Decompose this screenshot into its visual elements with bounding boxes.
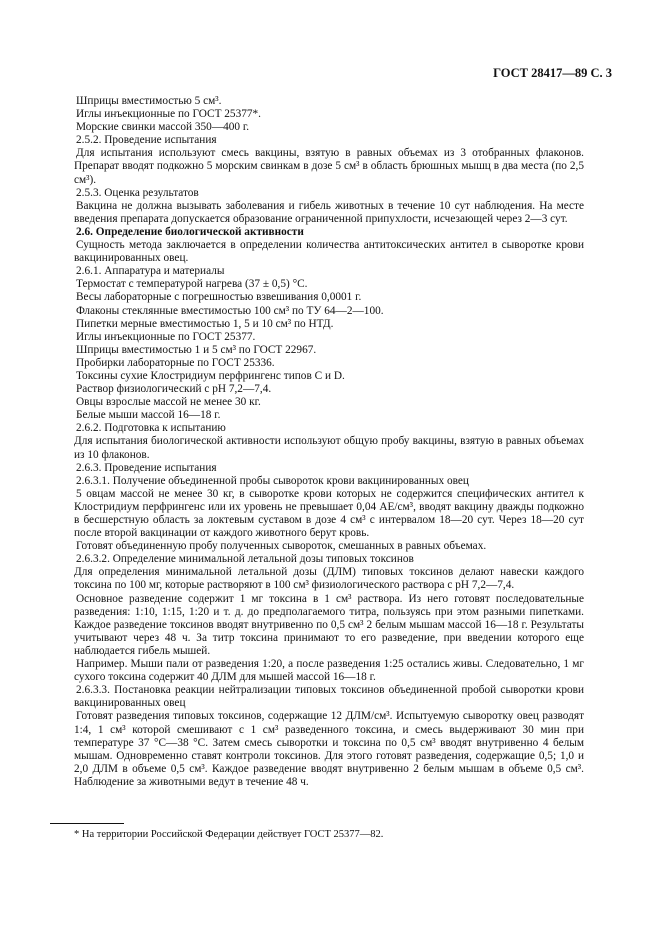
paragraph: Сущность метода заключается в определении количества антитоксических антител в сыворотке крови вакцинированных овец. [74, 239, 584, 265]
paragraph: 2.6.3.1. Получение объединенной пробы сывороток крови вакцинированных овец [76, 474, 469, 487]
paragraph: Например. Мыши пали от разведения 1:20, а после разведения 1:25 остались живы. Следовательно, 1 мг сухого токсина содержит 40 ДЛМ для мышей массой 16—18 г. [74, 658, 584, 684]
paragraph: Для испытания биологической активности используют общую пробу вакцины, взятую в равных объемах из 10 флаконов. [74, 435, 584, 461]
footnote: * На территории Российской Федерации действует ГОСТ 25377—82. [74, 829, 384, 840]
paragraph: Флаконы стеклянные вместимостью 100 см³ по ТУ 64—2—100. [76, 304, 384, 317]
paragraph: 2.6.2. Подготовка к испытанию [76, 422, 226, 435]
page-header: ГОСТ 28417—89 С. 3 [493, 66, 612, 80]
paragraph: 2.6.3. Проведение испытания [76, 461, 217, 474]
paragraph: 2.6.1. Аппаратура и материалы [76, 265, 225, 278]
paragraph: Для испытания используют смесь вакцины, взятую в равных объемах из 3 отобранных флаконов. Препарат вводят подкожно 5 морским свинкам в дозе 5 см³ в область брюшных мышц в два места (по 2,5 см³). [74, 147, 584, 186]
paragraph: Пробирки лабораторные по ГОСТ 25336. [76, 356, 275, 369]
paragraph: Пипетки мерные вместимостью 1, 5 и 10 см³ по НТД. [76, 317, 334, 330]
paragraph: Основное разведение содержит 1 мг токсина в 1 см³ раствора. Из него готовят последовательные разведения: 1:10, 1:15, 1:20 и т. д. до предполагаемого титра, пользуясь при этом разными пипетками. Каждое разведение токсинов вводят внутривенно по 0,5 см³ 2 белым мышам массой 16—18 г. Результаты учитывают через 48 ч. За титр токсина принимают то его разведение, при введении которого еще наблюдается гибель мышей. [74, 592, 584, 657]
paragraph: Шприцы вместимостью 5 см³. [76, 95, 222, 107]
paragraph: Иглы инъекционные по ГОСТ 25377*. [76, 108, 262, 121]
footnote-divider [50, 823, 124, 824]
paragraph: Овцы взрослые массой не менее 30 кг. [76, 396, 261, 409]
paragraph: Токсины сухие Клостридиум перфрингенс типов С и D. [76, 369, 345, 382]
paragraph: Готовят разведения типовых токсинов, содержащие 12 ДЛМ/см³. Испытуемую сыворотку овец разводят 1:4, 1 см³ которой смешивают с 1 см³ разведенного токсина, и смесь выдерживают 30 мин при температуре 37 °С—38 °С. Затем смесь сыворотки и токсина по 0,5 см³ вводят внутривенно 4 белым мышам. Одновременно ставят контроли токсинов. Для этого готовят разведения, содержащие 0,5; 1,0 и 2,0 ДЛМ в объеме 0,5 см³. Каждое разведение вводят внутривенно 2 белым мышам в объеме 0,5 см³. Наблюдение за животными ведут в течение 48 ч. [74, 710, 584, 788]
paragraph: 2.6.3.2. Определение минимальной летальной дозы типовых токсинов [76, 553, 414, 566]
paragraph: Вакцина не должна вызывать заболевания и гибель животных в течение 10 сут наблюдения. На месте введения препарата допускается образование ограниченной припухлости, исчезающей через 2—3 сут. [74, 199, 584, 225]
paragraph: 2.5.3. Оценка результатов [76, 186, 199, 199]
paragraph: 5 овцам массой не менее 30 кг, в сыворотке крови которых не содержится специфических антител к Клостридиум перфрингенс или их уровень не превышает 0,04 АЕ/см³, вводят вакцину дважды подкожно в бесшерстную область за локтевым суставом в дозе 4 см³ с интервалом 18—20 сут. Через 18—20 сут после второй вакцинации от каждого животного берут кровь. [74, 487, 584, 540]
paragraph: 2.5.2. Проведение испытания [76, 134, 217, 147]
paragraph: Термостат с температурой нагрева (37 ± 0,5) °С. [76, 278, 308, 291]
paragraph: Раствор физиологический с pH 7,2—7,4. [76, 383, 272, 396]
paragraph: Белые мыши массой 16—18 г. [76, 409, 221, 422]
paragraph: Иглы инъекционные по ГОСТ 25377. [76, 330, 256, 343]
document-body [74, 95, 584, 789]
paragraph: Морские свинки массой 350—400 г. [76, 121, 250, 134]
paragraph: Готовят объединенную пробу полученных сывороток, смешанных в равных объемах. [76, 540, 487, 553]
paragraph: Шприцы вместимостью 1 и 5 см³ по ГОСТ 22967. [76, 343, 317, 356]
paragraph: Для определения минимальной летальной дозы (ДЛМ) типовых токсинов делают навески каждого токсина по 100 мг, которые растворяют в 100 см³ физиологического раствора с pH 7,2—7,4. [74, 566, 584, 592]
paragraph: Весы лабораторные с погрешностью взвешивания 0,0001 г. [76, 291, 362, 304]
paragraph: 2.6. Определение биологической активности [76, 225, 304, 238]
paragraph: 2.6.3.3. Постановка реакции нейтрализации типовых токсинов объединенной пробой сыворотки крови вакцинированных овец [74, 684, 584, 710]
